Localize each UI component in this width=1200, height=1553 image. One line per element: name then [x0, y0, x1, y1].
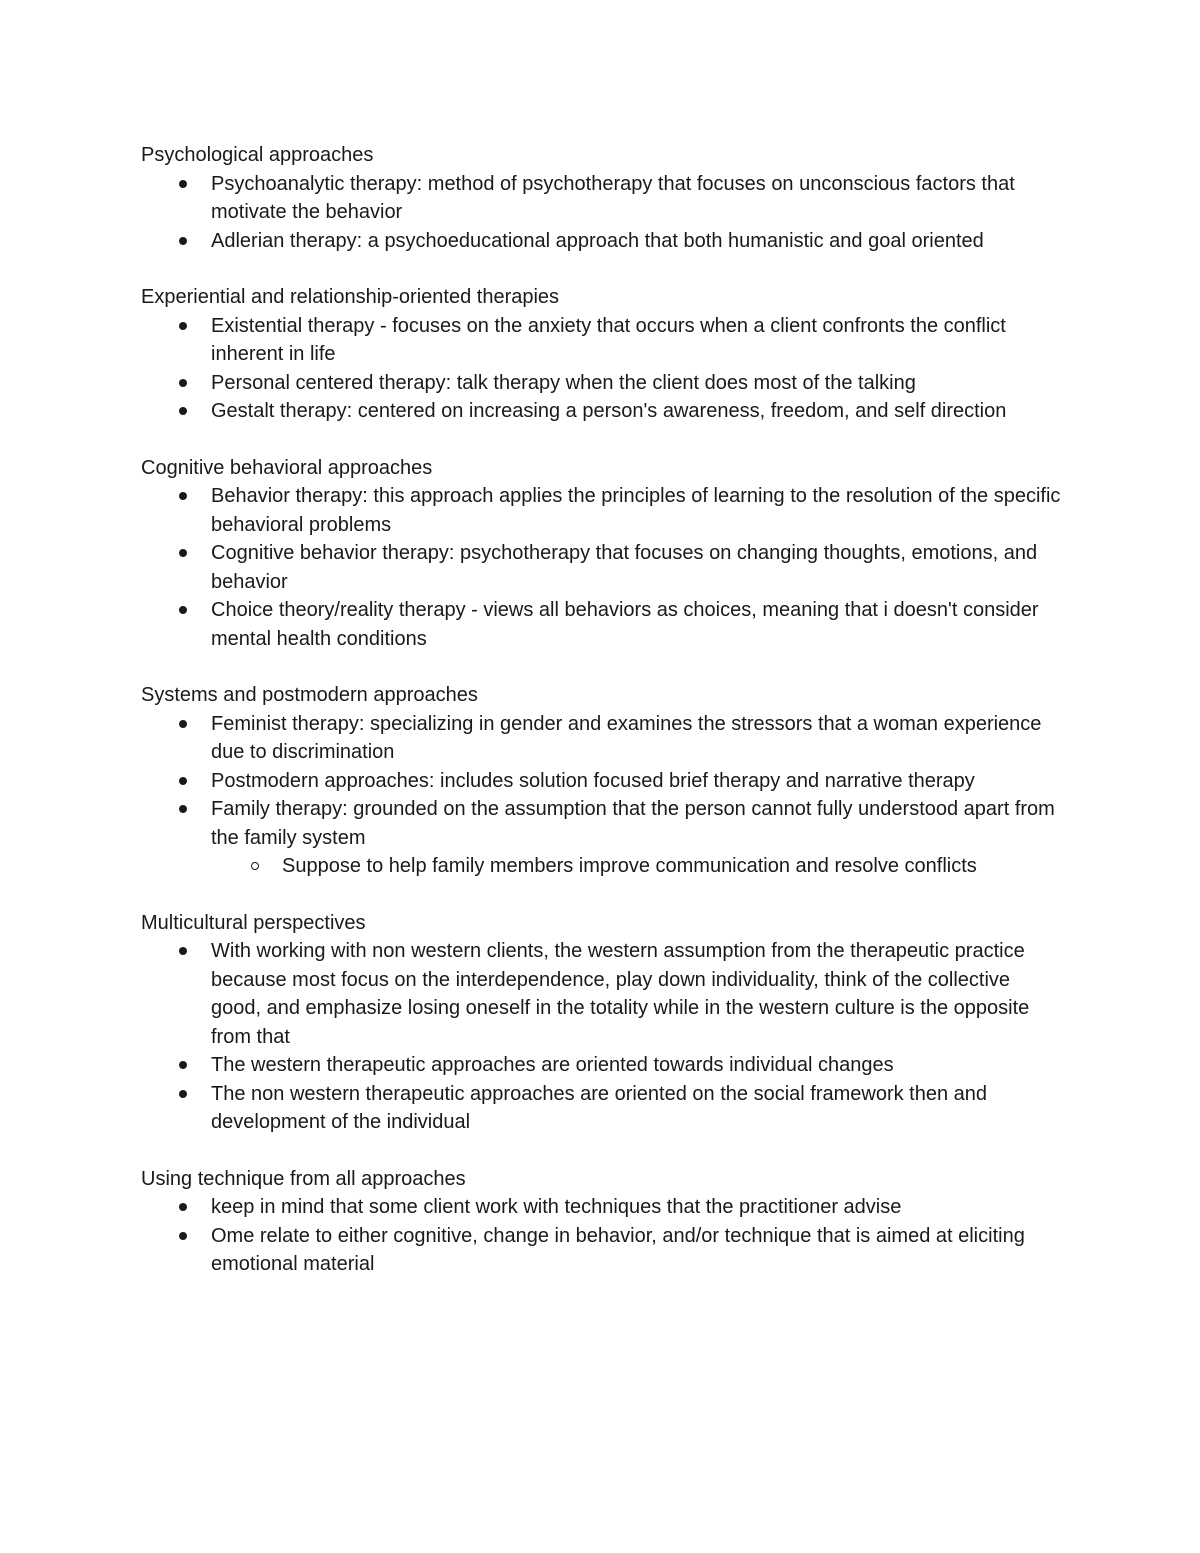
- hollow-bullet-icon: [251, 862, 259, 870]
- bullet-list: [141, 937, 1061, 1137]
- section-multicultural-perspectives: [141, 909, 1061, 1137]
- list-item-text: Cognitive behavior therapy: psychotherapy that focuses on changing thoughts, emotions, and behavior: [211, 542, 1038, 593]
- list-item: [211, 227, 1061, 256]
- list-item: [211, 937, 1061, 1051]
- list-item-text: Family therapy: grounded on the assumption that the person cannot fully understood apart from the family system: [211, 798, 1055, 849]
- bullet-icon: [179, 549, 187, 557]
- bullet-list: [141, 482, 1061, 653]
- bullet-list: [141, 1193, 1061, 1279]
- list-item-text: Personal centered therapy: talk therapy when the client does most of the talking: [211, 371, 916, 394]
- list-item-text: The non western therapeutic approaches are oriented on the social framework then and development of the individual: [211, 1082, 988, 1133]
- list-item-text: Ome relate to either cognitive, change in behavior, and/or technique that is aimed at eliciting emotional material: [211, 1224, 1025, 1275]
- bullet-icon: [179, 1090, 187, 1098]
- section-heading: Cognitive behavioral approaches: [141, 456, 433, 479]
- bullet-icon: [179, 322, 187, 330]
- bullet-icon: [179, 1203, 187, 1211]
- bullet-icon: [179, 379, 187, 387]
- list-item-text: The western therapeutic approaches are oriented towards individual changes: [211, 1054, 894, 1076]
- sub-bullet-list: [211, 852, 1061, 881]
- section-using-technique: [141, 1165, 1061, 1279]
- list-item-text: Behavior therapy: this approach applies the principles of learning to the resolution of the specific behavioral problems: [211, 485, 1061, 536]
- section-cognitive-behavioral: [141, 454, 1061, 654]
- bullet-icon: [179, 606, 187, 614]
- bullet-icon: [179, 1232, 187, 1240]
- bullet-icon: [179, 237, 187, 245]
- section-heading: Using technique from all approaches: [141, 1167, 466, 1190]
- list-item-text: Postmodern approaches: includes solution focused brief therapy and narrative therapy: [211, 769, 975, 792]
- list-item-text: Feminist therapy: specializing in gender and examines the stressors that a woman experience due to discrimination: [211, 712, 1042, 763]
- section-heading: Multicultural perspectives: [141, 911, 366, 934]
- list-item: [211, 1080, 1061, 1137]
- document-page: [141, 141, 1061, 1307]
- list-item: [211, 710, 1061, 767]
- list-item-text: Gestalt therapy: centered on increasing a person's awareness, freedom, and self direction: [211, 400, 1007, 422]
- list-item: [211, 1222, 1061, 1279]
- list-item: [211, 596, 1061, 653]
- list-item: [211, 482, 1061, 539]
- bullet-list: [141, 312, 1061, 426]
- list-item: [211, 170, 1061, 227]
- bullet-icon: [179, 947, 187, 955]
- list-item-text: Existential therapy - focuses on the anxiety that occurs when a client confronts the conflict inherent in life: [211, 314, 1006, 365]
- list-item: [211, 312, 1061, 369]
- section-systems-postmodern: [141, 681, 1061, 881]
- list-item-text: keep in mind that some client work with techniques that the practitioner advise: [211, 1196, 902, 1218]
- section-psychological-approaches: [141, 141, 1061, 255]
- bullet-icon: [179, 180, 187, 188]
- sub-list-item: [282, 852, 1061, 881]
- bullet-list: [141, 710, 1061, 881]
- bullet-icon: [179, 407, 187, 415]
- list-item: [211, 767, 1061, 796]
- list-item-text: With working with non western clients, the western assumption from the therapeutic practice because most focus on the interdependence, play down individuality, think of the collective good, and emphasize losing oneself in the totality while in the western culture is the opposite from that: [211, 940, 1030, 1048]
- bullet-icon: [179, 805, 187, 813]
- list-item-text: Adlerian therapy: a psychoeducational approach that both humanistic and goal oriented: [211, 229, 984, 252]
- bullet-icon: [179, 777, 187, 785]
- bullet-icon: [179, 720, 187, 728]
- list-item-text: Choice theory/reality therapy - views all behaviors as choices, meaning that i doesn't consider mental health conditions: [211, 599, 1039, 650]
- list-item: [211, 369, 1061, 398]
- list-item: [211, 1051, 1061, 1080]
- bullet-icon: [179, 1061, 187, 1069]
- list-item: [211, 1193, 1061, 1222]
- list-item-text: Psychoanalytic therapy: method of psychotherapy that focuses on unconscious factors that motivate the behavior: [211, 172, 1015, 223]
- sub-list-item-text: Suppose to help family members improve communication and resolve conflicts: [282, 855, 977, 877]
- list-item: [211, 795, 1061, 881]
- bullet-list: [141, 170, 1061, 256]
- list-item: [211, 539, 1061, 596]
- section-heading: Experiential and relationship-oriented therapies: [141, 286, 560, 308]
- list-item: [211, 397, 1061, 426]
- section-experiential-therapies: [141, 283, 1061, 426]
- bullet-icon: [179, 492, 187, 500]
- section-heading: Psychological approaches: [141, 144, 374, 166]
- section-heading: Systems and postmodern approaches: [141, 684, 478, 706]
